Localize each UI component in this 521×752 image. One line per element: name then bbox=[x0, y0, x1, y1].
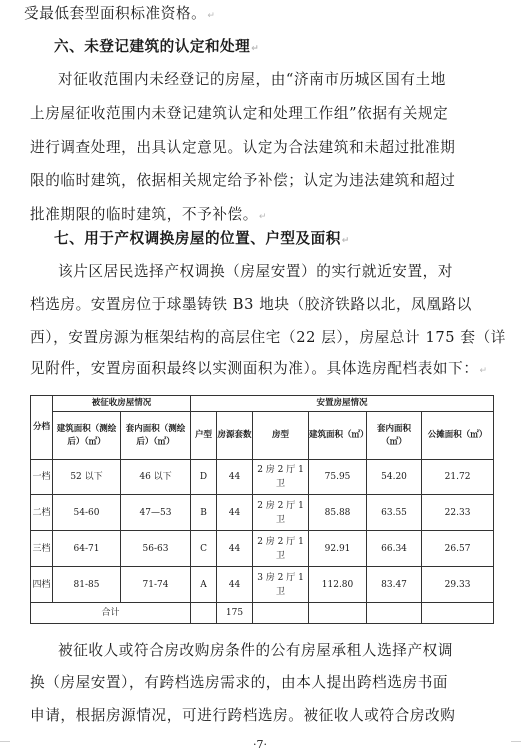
text-line: 见附件，安置房面积最终以实测面积为准）。具体选房配档表如下： bbox=[30, 360, 479, 377]
return-mark-icon: ↵ bbox=[207, 11, 216, 21]
cell-inner: 56-63 bbox=[121, 531, 191, 567]
cell-type: B bbox=[191, 495, 217, 531]
return-mark-icon: ↵ bbox=[258, 212, 268, 222]
heading-text: 七、用于产权调换房屋的位置、户型及面积 bbox=[54, 230, 341, 247]
text-line: 上房屋征收范围内未登记建筑认定和处理工作组”依据有关规定 bbox=[30, 105, 449, 122]
heading-7 bbox=[54, 229, 350, 251]
cell-count: 44 bbox=[217, 495, 253, 531]
cell-layout: 3 房 2 厅 1 卫 bbox=[253, 567, 309, 603]
table-total-row bbox=[31, 603, 494, 624]
cell-inner: 46 以下 bbox=[121, 460, 191, 495]
text-line: 换（房屋安置），有跨档选房需求的，由本人提出跨档选房书面 bbox=[30, 674, 449, 691]
text-line: 被征收人或符合房改购房条件的公有房屋承租人选择产权调 bbox=[58, 642, 454, 659]
margin-mark-right bbox=[511, 741, 521, 742]
header-inner-area: 套内面积（测绘后）（㎡） bbox=[121, 412, 191, 460]
header-r-inner: 套内面积（㎡） bbox=[367, 412, 422, 460]
cell-grade: 四档 bbox=[31, 567, 53, 603]
text-line: 批准期限的临时建筑，不予补偿。 bbox=[30, 206, 258, 223]
cell-count: 44 bbox=[217, 567, 253, 603]
header-group-right: 安置房屋情况 bbox=[191, 396, 494, 412]
cell-build: 52 以下 bbox=[53, 460, 121, 495]
header-build-area: 建筑面积（测绘后）（㎡） bbox=[53, 412, 121, 460]
table-row bbox=[31, 531, 494, 567]
cell-r-build: 112.80 bbox=[309, 567, 367, 603]
cell-r-inner: 66.34 bbox=[367, 531, 422, 567]
cell-layout: 2 房 2 厅 1 卫 bbox=[253, 495, 309, 531]
text-line: 进行调查处理，出具认定意见。认定为合法建筑和未超过批准期 bbox=[30, 139, 456, 156]
cell-grade: 一档 bbox=[31, 460, 53, 495]
header-grade: 分档 bbox=[31, 396, 53, 460]
cell-count: 44 bbox=[217, 460, 253, 495]
header-r-public: 公摊面积（㎡） bbox=[422, 412, 494, 460]
return-mark-icon: ↵ bbox=[341, 236, 350, 246]
table-row bbox=[31, 460, 494, 495]
text-line: 申请，根据房源情况，可进行跨档选房。被征收人或符合房改购 bbox=[30, 707, 456, 724]
cell-r-inner: 83.47 bbox=[367, 567, 422, 603]
cell-build: 54-60 bbox=[53, 495, 121, 531]
text-line: 该片区居民选择产权调换（房屋安置）的实行就近安置，对 bbox=[58, 263, 454, 280]
header-r-build: 建筑面积（㎡） bbox=[309, 412, 367, 460]
cell-build: 81-85 bbox=[53, 567, 121, 603]
cell-build: 64-71 bbox=[53, 531, 121, 567]
placement-table bbox=[30, 395, 494, 624]
margin-mark-left bbox=[0, 741, 10, 742]
table-row bbox=[31, 567, 494, 603]
cell-layout: 2 房 2 厅 1 卫 bbox=[253, 531, 309, 567]
cell-r-public: 29.33 bbox=[422, 567, 494, 603]
cell-r-inner: 54.20 bbox=[367, 460, 422, 495]
table-row bbox=[31, 495, 494, 531]
cell-inner: 47—53 bbox=[121, 495, 191, 531]
cell-r-inner: 63.55 bbox=[367, 495, 422, 531]
heading-text: 六、未登记建筑的认定和处理 bbox=[54, 38, 251, 55]
header-layout: 房型 bbox=[253, 412, 309, 460]
cell-r-build: 92.91 bbox=[309, 531, 367, 567]
cell-r-public: 26.57 bbox=[422, 531, 494, 567]
text-line: 西），安置房源为框架结构的高层住宅（22 层），房屋总计 175 套（详 bbox=[30, 329, 506, 346]
cell-r-public: 22.33 bbox=[422, 495, 494, 531]
text-line: 受最低套型面积标准资格。 bbox=[24, 5, 207, 22]
text-line: 档选房。安置房位于球墨铸铁 B3 地块（胶济铁路以北，凤凰路以 bbox=[30, 296, 472, 313]
return-mark-icon: ↵ bbox=[251, 44, 260, 54]
header-count: 房源套数 bbox=[217, 412, 253, 460]
cell-total-count: 175 bbox=[217, 603, 253, 624]
page-number: ·7· bbox=[253, 738, 267, 751]
text-line: 限的临时建筑，依据相关规定给予补偿；认定为违法建筑和超过 bbox=[30, 172, 456, 189]
cell-r-build: 75.95 bbox=[309, 460, 367, 495]
cell-total-label: 合计 bbox=[31, 603, 191, 624]
cell-grade: 二档 bbox=[31, 495, 53, 531]
cell-grade: 三档 bbox=[31, 531, 53, 567]
text-line: 对征收范围内未经登记的房屋，由“济南市历城区国有土地 bbox=[58, 71, 446, 88]
cell-count: 44 bbox=[217, 531, 253, 567]
paragraph-top bbox=[24, 4, 215, 26]
cell-type: C bbox=[191, 531, 217, 567]
header-group-left: 被征收房屋情况 bbox=[53, 396, 191, 412]
cell-r-public: 21.72 bbox=[422, 460, 494, 495]
return-mark-icon: ↵ bbox=[479, 366, 488, 376]
header-type: 户型 bbox=[191, 412, 217, 460]
cell-type: A bbox=[191, 567, 217, 603]
cell-inner: 71-74 bbox=[121, 567, 191, 603]
cell-type: D bbox=[191, 460, 217, 495]
cell-r-build: 85.88 bbox=[309, 495, 367, 531]
heading-6 bbox=[54, 37, 259, 59]
cell-layout: 2 房 2 厅 1 卫 bbox=[253, 460, 309, 495]
